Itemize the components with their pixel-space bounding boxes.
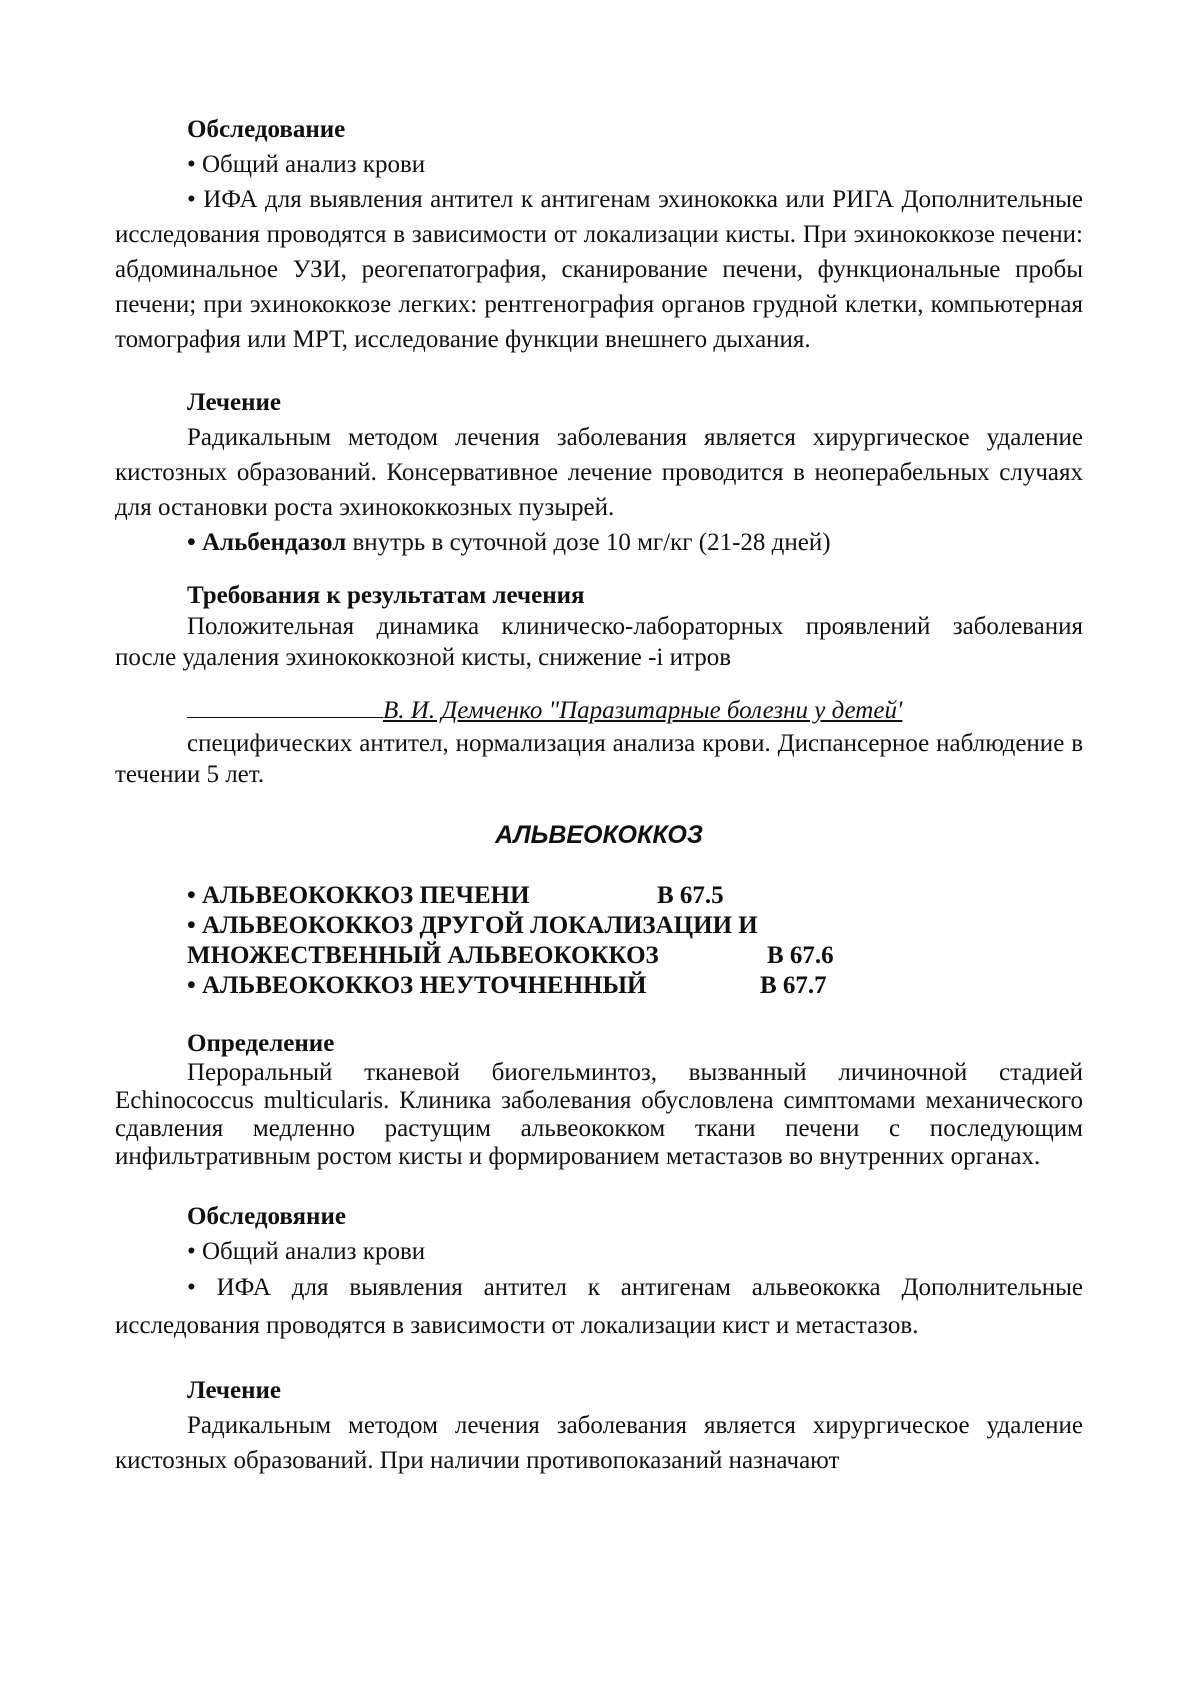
bullet-blood-test: • Общий анализ крови (187, 151, 426, 178)
heading-examination: Обследование (187, 116, 346, 143)
code-label: • АЛЬВЕОКОККОЗ ПЕЧЕНИ (187, 882, 530, 909)
code-label: • АЛЬВЕОКОККОЗ НЕУТОЧНЕННЫЙ (187, 972, 647, 999)
footnote-text: В. И. Демченко "Паразитарные болезни у детей' (383, 697, 903, 724)
paragraph-treatment: Радикальным методом лечения заболевания является хирургическое удаление кистозных образований. Консервативное лечение проводится в неоперабельных случаях для остановки роста эхинококкозных пузырей. (115, 424, 1083, 521)
document-page (115, 112, 1083, 1478)
diagnosis-codes (115, 881, 1083, 1001)
code-row (187, 941, 1083, 971)
footnote-source (115, 693, 1083, 728)
section-title: АЛЬВЕОКОККОЗ (495, 821, 703, 849)
heading-requirements: Требования к результатам лечения (187, 582, 585, 609)
code-value: В 67.7 (760, 972, 827, 999)
heading-treatment-2: Лечение (187, 1377, 282, 1404)
heading-treatment: Лечение (187, 389, 282, 416)
code-row (187, 911, 1083, 941)
paragraph-definition: Пероральный тканевой биогельминтоз, вызванный личиночной стадией Echinococcus multicularis. Клиника заболевания обусловлена симптомами механического сдавления медленно растущим альвеококком ткани печени с последующим инфильтративным ростом кисты и формированием метастазов во внутренних органах. (115, 1059, 1083, 1170)
code-label: МНОЖЕСТВЕННЫЙ АЛЬВЕОКОККОЗ (187, 942, 659, 969)
heading-definition: Определение (187, 1030, 335, 1057)
paragraph-ifa: • ИФА для выявления антител к антигенам эхинококка или РИГА Дополнительные исследования проводятся в зависимости от локализации кисты. При эхинококкозе печени: абдоминальное УЗИ, реогепатография, сканирование печени, функциональные пробы печени; при эхинококкозе легких: рентгенография органов грудной клетки, компьютерная томография или МРТ, исследование функции внешнего дыхания. (115, 186, 1083, 353)
code-value: В 67.6 (767, 942, 834, 969)
bullet-blood-test-2: • Общий анализ крови (187, 1238, 426, 1265)
drug-name: • Альбендазол (187, 529, 347, 556)
code-value: В 67.5 (657, 882, 724, 909)
paragraph-continuation: специфических антител, нормализация анализа крови. Диспансерное наблюдение в течении 5 лет. (115, 730, 1083, 788)
paragraph-ifa-2: • ИФА для выявления антител к антигенам альвеококка Дополнительные исследования проводятся в зависимости от локализации кист и метастазов. (115, 1274, 1083, 1339)
paragraph-requirements: Положительная динамика клиническо-лабораторных проявлений заболевания после удаления эхинококкозной кисты, снижение -i итров (115, 613, 1083, 671)
footnote-rule (187, 716, 383, 718)
drug-dose: внутрь в суточной дозе 10 мг/кг (21-28 дней) (346, 529, 831, 556)
paragraph-treatment-2: Радикальным методом лечения заболевания является хирургическое удаление кистозных образований. При наличии противопоказаний назначают (115, 1412, 1083, 1474)
code-label: • АЛЬВЕОКОККОЗ ДРУГОЙ ЛОКАЛИЗАЦИИ И (187, 912, 758, 939)
code-row (187, 971, 1083, 1001)
heading-examination-2: Обследовяние (187, 1203, 346, 1230)
bullet-albendazole (115, 525, 1083, 560)
code-row (187, 881, 1083, 911)
